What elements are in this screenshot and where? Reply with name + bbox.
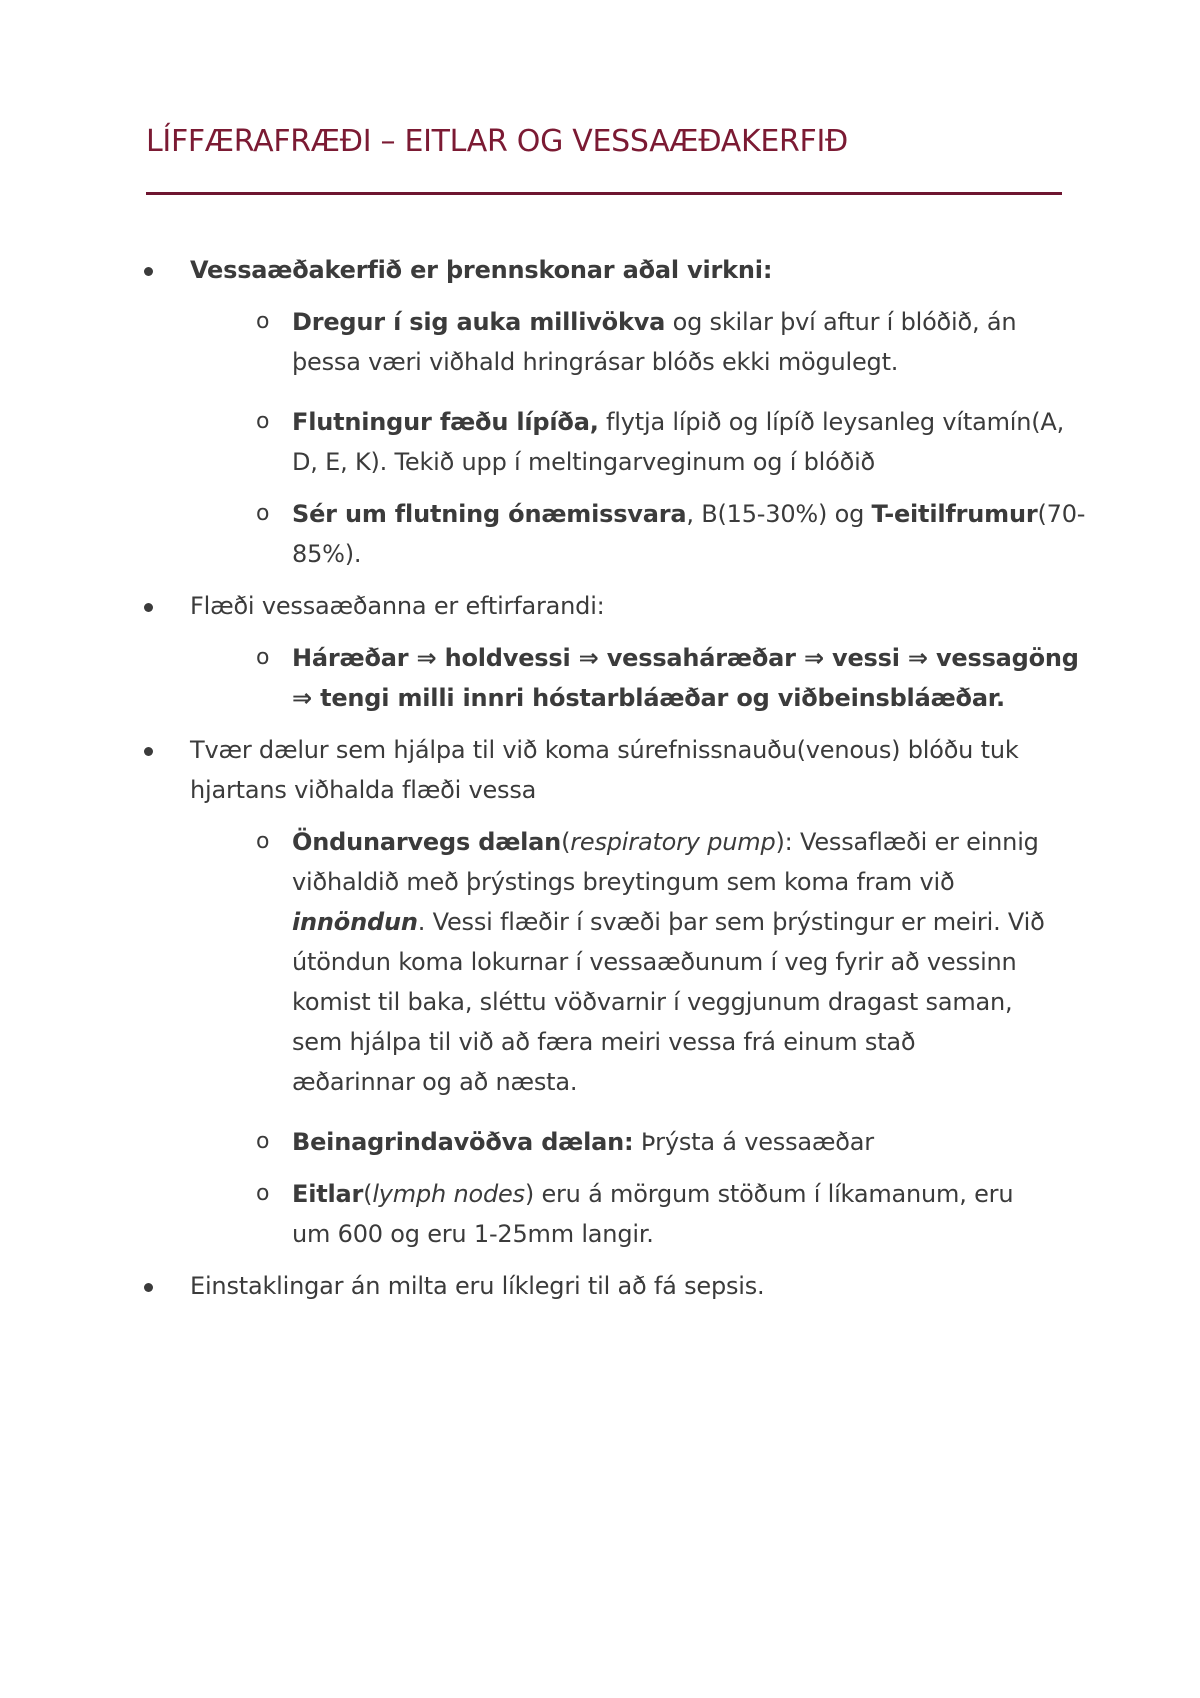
sub-bullet-icon: o [256,1129,270,1154]
sub-item-bold-italic: innöndun [292,908,418,936]
bullet-icon [144,267,153,276]
sub-item-bold: Dregur í sig auka millivökva [292,308,666,336]
sub-item-text: þessa væri viðhald hringrásar blóðs ekki mögulegt. [292,348,899,376]
sub-item-text: komist til baka, sléttu vöðvarnir í veggjunum dragast saman, [292,988,1013,1016]
bullet-icon [144,747,153,756]
sub-item-text: ( [561,828,571,856]
sub-bullet-icon: o [256,645,270,670]
bullet-icon [144,1283,153,1292]
sub-item-bold: Háræðar ⇒ holdvessi ⇒ vessaháræðar ⇒ vessi ⇒ vessagöng [292,644,1079,672]
sub-item-text: 85%). [292,540,362,568]
sub-bullet-icon: o [256,829,270,854]
sub-item-text: sem hjálpa til við að færa meiri vessa frá einum stað [292,1028,916,1056]
sub-item-lymph-nodes [256,1174,1072,1254]
list-item-text: Flæði vessaæðanna er eftirfarandi: [190,592,605,620]
sub-item-bold: Beinagrindavöðva dælan: [292,1128,634,1156]
sub-item-text: Þrýsta á vessaæðar [633,1128,874,1156]
sub-item-skeletal-pump [256,1122,1072,1162]
sub-item-absorb [256,302,1072,382]
sub-item-italic: respiratory pump [570,828,776,856]
sub-item-immune [256,494,1086,574]
sub-item-italic: lymph nodes [372,1180,525,1208]
sub-item-bold: Öndunarvegs dælan [292,828,562,856]
sub-item-bold: ⇒ tengi milli innri hóstarbláæðar og viðbeinsbláæðar. [292,684,1005,712]
sub-item-text: viðhaldið með þrýstings breytingum sem koma fram við [292,868,955,896]
list-item-pumps [190,730,1070,810]
sub-bullet-icon: o [256,409,270,434]
sub-item-text: æðarinnar og að næsta. [292,1068,578,1096]
sub-item-text: útöndun koma lokurnar í vessaæðunum í veg fyrir að vessinn [292,948,1017,976]
list-item-text: hjartans viðhalda flæði vessa [190,776,537,804]
sub-item-text: og skilar því aftur í blóðið, án [665,308,1017,336]
sub-item-text: ( [363,1180,373,1208]
sub-bullet-icon: o [256,501,270,526]
bullet-icon [144,603,153,612]
sub-item-text: ): Vessaflæði er einnig [775,828,1039,856]
sub-item-text: ) eru á mörgum stöðum í líkamanum, eru [524,1180,1014,1208]
sub-bullet-icon: o [256,309,270,334]
sub-item-bold: Eitlar [292,1180,364,1208]
sub-item-bold: T-eitilfrumur [871,500,1038,528]
sub-item-lipids [256,402,1072,482]
sub-item-text: (70- [1037,500,1086,528]
list-item-text: Einstaklingar án milta eru líklegri til að fá sepsis. [190,1272,765,1300]
sub-item-text: um 600 og eru 1-25mm langir. [292,1220,654,1248]
list-item-flow [190,586,1070,626]
title-divider [146,192,1062,195]
sub-item-flow-path [256,638,1079,718]
sub-item-bold: Flutningur fæðu lípíða, [292,408,599,436]
list-item-text: Tvær dælur sem hjálpa til við koma súrefnissnauðu(venous) blóðu tuk [190,736,1019,764]
sub-item-text: D, E, K). Tekið upp í meltingarveginum og í blóðið [292,448,876,476]
sub-item-text: , B(15-30%) og [686,500,872,528]
list-item-heading: Vessaæðakerfið er þrennskonar aðal virkni: [190,256,773,284]
sub-bullet-icon: o [256,1181,270,1206]
sub-item-text: . Vessi flæðir í svæði þar sem þrýstingur er meiri. Við [417,908,1045,936]
page-title: LÍFFÆRAFRÆÐI – EITLAR OG VESSAÆÐAKERFIÐ [146,124,849,159]
sub-item-text: flytja lípið og lípíð leysanleg vítamín(A, [598,408,1065,436]
sub-item-respiratory-pump [256,822,1072,1102]
sub-item-bold: Sér um flutning ónæmissvara [292,500,687,528]
list-item-spleen [190,1266,1070,1306]
list-item-functions [190,250,1070,290]
